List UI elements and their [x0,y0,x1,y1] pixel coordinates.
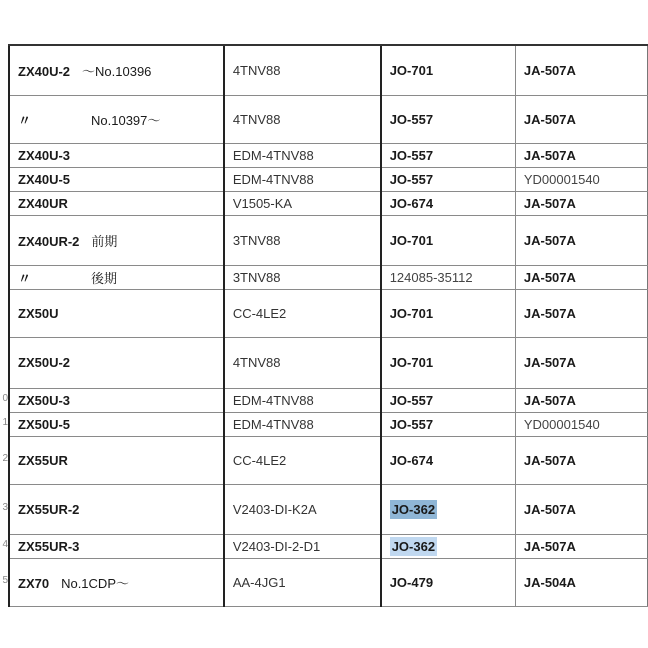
engine-cell: 3TNV88 [224,265,381,289]
part-number-2-cell [515,484,647,534]
row-number: 3 [2,502,8,513]
part-number: JO-557 [389,416,434,432]
engine-cell: V2403-DI-2-D1 [224,534,381,558]
part-number: JA-507A [523,269,576,285]
part-number-2-cell [515,289,647,337]
model-name: ZX40UR [18,195,68,211]
part-number: JO-557 [389,171,434,187]
model-name: 〃 [18,112,32,128]
table-row [9,337,648,388]
part-number-2-cell [515,337,647,388]
part-number-2-cell [515,412,647,436]
table-row [9,388,648,412]
model-cell [9,412,224,436]
highlighted-part-number: JO-362 [391,538,436,554]
table-row [9,167,648,191]
model-cell [9,484,224,534]
model-name: ZX70 [18,575,50,591]
model-name: ZX50U-3 [18,392,71,408]
table-row [9,484,648,534]
serial-note: 後期 [91,270,118,286]
serial-note: 前期 [91,233,118,249]
part-number-1-cell [381,337,516,388]
engine-cell: 4TNV88 [224,95,381,143]
model-name: ZX40U-2 [18,63,71,79]
part-number-1-cell [381,215,516,265]
part-number-1-cell [381,558,516,606]
part-number-2-cell [515,167,647,191]
part-number-1-cell [381,436,516,484]
part-number-1-cell [381,143,516,167]
part-number-2-cell [515,265,647,289]
model-cell [9,558,224,606]
part-number: JO-701 [389,305,434,321]
model-name: ZX50U-5 [18,416,71,432]
part-number-2-cell [515,436,647,484]
engine-cell: 4TNV88 [224,45,381,95]
model-cell [9,436,224,484]
part-number-2-cell [515,95,647,143]
part-number: JA-507A [523,195,576,211]
part-number: JO-479 [389,574,434,590]
part-number: JO-701 [389,62,434,78]
engine-cell: V2403-DI-K2A [224,484,381,534]
part-number-1-cell [381,412,516,436]
model-cell [9,45,224,95]
table-row [9,191,648,215]
part-number: JA-507A [523,538,576,554]
part-number-2-cell [515,45,647,95]
part-number: JO-557 [389,111,434,127]
part-number: JA-507A [523,232,576,248]
model-cell [9,388,224,412]
part-number-2-cell [515,534,647,558]
row-number: 5 [2,575,8,586]
part-number: JO-557 [389,392,434,408]
model-name: ZX55UR-2 [18,501,80,517]
part-number: YD00001540 [523,416,600,432]
engine-cell: EDM-4TNV88 [224,412,381,436]
part-number-1-cell [381,289,516,337]
model-cell [9,215,224,265]
part-number: JA-507A [523,111,576,127]
part-number-2-cell [515,388,647,412]
part-number-2-cell [515,215,647,265]
table-row [9,215,648,265]
part-number: JO-701 [389,355,434,370]
table-row [9,436,648,484]
table-row [9,558,648,606]
part-number-2-cell [515,558,647,606]
model-cell [9,143,224,167]
part-number-1-cell [381,534,516,558]
row-number: 1 [2,417,8,428]
model-cell [9,191,224,215]
part-number: JA-507A [523,501,576,517]
part-number: JA-507A [523,305,576,321]
model-name: ZX50U-2 [18,355,71,370]
part-number-1-cell [381,265,516,289]
parts-table [8,44,648,607]
model-name: ZX40U-5 [18,171,71,187]
part-number: JA-507A [523,355,576,370]
part-number-1-cell [381,484,516,534]
part-number-1-cell [381,95,516,143]
engine-cell: AA-4JG1 [224,558,381,606]
part-number: JO-674 [389,452,434,468]
part-number: YD00001540 [523,171,600,187]
table-row [9,412,648,436]
model-cell [9,337,224,388]
model-name: ZX50U [18,305,59,321]
model-name: ZX40U-3 [18,147,71,163]
model-cell [9,265,224,289]
row-number: 2 [2,453,8,464]
model-name: ZX55UR [18,452,68,468]
part-number-1-cell [381,45,516,95]
model-name: 〃 [18,270,32,286]
engine-cell: EDM-4TNV88 [224,167,381,191]
model-name: ZX40UR-2 [18,233,80,249]
engine-cell: 3TNV88 [224,215,381,265]
highlighted-part-number: JO-362 [391,501,436,517]
serial-note: No.1CDP～ [61,575,129,591]
engine-cell: V1505-KA [224,191,381,215]
model-cell [9,534,224,558]
engine-cell: EDM-4TNV88 [224,388,381,412]
part-number: JA-504A [523,574,576,590]
part-number-1-cell [381,167,516,191]
part-number-2-cell [515,143,647,167]
engine-cell: EDM-4TNV88 [224,143,381,167]
engine-cell: 4TNV88 [224,337,381,388]
part-number-1-cell [381,388,516,412]
row-number: 4 [2,539,8,550]
part-number-1-cell [381,191,516,215]
serial-note: ～No.10396 [82,63,152,79]
part-number: JA-507A [523,392,576,408]
part-number: 124085-35112 [389,269,473,285]
model-cell [9,95,224,143]
part-number: JO-557 [389,147,434,163]
table-row [9,143,648,167]
table-row [9,289,648,337]
table-row [9,265,648,289]
model-cell [9,167,224,191]
engine-cell: CC-4LE2 [224,436,381,484]
serial-note: No.10397～ [91,112,161,128]
part-number-2-cell [515,191,647,215]
engine-cell: CC-4LE2 [224,289,381,337]
table-row [9,45,648,95]
table-row [9,95,648,143]
row-number: 0 [2,393,8,404]
part-number: JA-507A [523,62,576,78]
part-number: JO-674 [389,195,434,211]
model-cell [9,289,224,337]
part-number: JA-507A [523,147,576,163]
part-number: JA-507A [523,452,576,468]
part-number: JO-701 [389,232,434,248]
model-name: ZX55UR-3 [18,538,80,554]
table-row [9,534,648,558]
